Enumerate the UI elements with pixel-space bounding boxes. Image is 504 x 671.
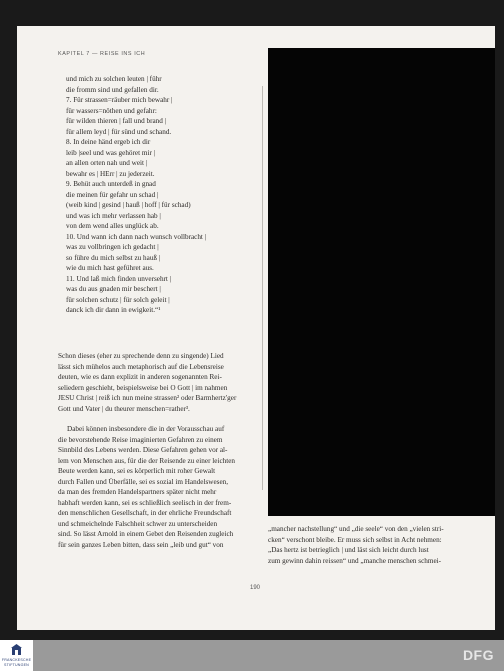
prose-paragraph-2 <box>58 424 262 550</box>
text-line: und schmeichelnde Falschheit schwer zu unterscheiden <box>58 519 218 528</box>
text-line: „Das hertz ist betrieglich | und läst sich leicht durch lust <box>268 546 429 554</box>
poem-line: für wilden thieren | fall und brand | <box>66 117 167 125</box>
text-line: habhaft werden kann, sei es schließlich seelisch in der frem- <box>58 498 232 507</box>
text-line: lem von Menschen aus, für die der Reisende zu einer leichten <box>58 456 236 465</box>
poem-line: was zu vollbringen ich gedacht | <box>66 243 159 251</box>
dfg-logo: DFG <box>462 647 494 663</box>
logo-text-line1: FRANCKESCHE <box>1 658 32 662</box>
poem-line: und mich zu solchen leuten | führ <box>66 75 162 83</box>
poem-line: von dem wend alles unglück ab. <box>66 222 159 230</box>
poem-line: 9. Behüt auch unterdeß in gnad <box>66 180 156 188</box>
text-line: deuten, wie es dann explizit in anderen sogenannten Rei- <box>58 373 222 381</box>
text-line: seliedern geschieht, beispielsweise bei O Gott | im nahmen <box>58 383 228 392</box>
poem-line: so führe du mich selbst zu hauß | <box>66 253 161 262</box>
poem-line: für wassers=nöthen und gefahr: <box>66 106 157 115</box>
text-line: JESU Christ | reiß ich nun meine strassen² oder Barmhertz'ger <box>58 394 237 402</box>
poem-line: und was ich mehr verlassen hab | <box>66 211 161 220</box>
text-line: „mancher nachstellung“ und „die seele“ von den „vielen stri- <box>268 525 444 533</box>
page-number: 190 <box>250 585 261 591</box>
poem-line: leib |seel und was gehöret mir | <box>66 148 156 157</box>
running-head: KAPITEL 7 — REISE INS ICH <box>58 51 146 57</box>
poem-line: die meinen für gefahr un schad | <box>66 190 159 199</box>
poem-line: an allen orten nah und weit | <box>66 159 148 167</box>
poem-line: für allem leyd | für sünd und schand. <box>66 127 172 136</box>
prose-paragraph-1 <box>58 351 262 414</box>
text-line: Gott und Vater | du theurer menschen=rather³. <box>58 404 190 413</box>
text-line: durch Fallen und Überfälle, sei es sozial im Handelswesen, <box>58 477 229 486</box>
poem-block <box>66 74 266 316</box>
text-line: Beute werden kann, sei es körperlich mit roher Gewalt <box>58 467 216 475</box>
poem-line: danck ich dir dann in ewigkeit.“¹ <box>66 306 161 314</box>
text-line: Schon dieses (eher zu sprechende denn zu singende) Lied <box>58 352 224 360</box>
text-line: die bevorstehende Reise imaginierten Gefahren zu einem <box>58 435 223 444</box>
text-line: Sinnbild des Lebens werden. Diese Gefahren gehen vor al- <box>58 446 228 454</box>
poem-line: bewahr es | HErr | zu jederzeit. <box>66 169 155 178</box>
text-line: cken“ verschont bleibe. Er muss sich selbst in Acht nehmen: <box>268 535 442 544</box>
text-line: lässt sich mühelos auch metaphorisch auf die Lebensreise <box>58 362 224 371</box>
text-line: den menschlichen Gesellschaft, in der ehrliche Freundschaft <box>58 509 232 517</box>
poem-line: wie du mich hast geführet aus. <box>66 264 154 272</box>
poem-line: die fromm sind und gefallen dir. <box>66 85 159 94</box>
text-line: Dabei können insbesondere die in der Vorausschau auf <box>67 425 225 433</box>
text-line: sind. So lässt Arnold in einem Gebet den Reisenden zugleich <box>58 530 234 538</box>
logo-text-line2: STIFTUNGEN <box>4 663 29 667</box>
redacted-image-area <box>268 48 495 516</box>
crest-icon <box>11 644 22 656</box>
right-column-text <box>268 524 494 566</box>
poem-line: (weib kind | gesind | hauß | hoff | für schad) <box>66 201 191 209</box>
text-line: da man des fremden Handelspartners später nicht mehr <box>58 488 217 496</box>
poem-line: 11. Und laß mich finden unversehrt | <box>66 274 172 283</box>
poem-line: was du aus gnaden mir beschert | <box>66 285 161 293</box>
franckesche-stiftungen-logo <box>0 640 33 671</box>
poem-line: für solchen schutz | für solch geleit | <box>66 295 170 304</box>
footer-bar <box>0 640 504 671</box>
poem-line: 10. Und wann ich dann nach wunsch vollbracht | <box>66 232 207 241</box>
text-line: für sein ganzes Leben bitten, dass sein „leib und gut“ von <box>58 540 224 549</box>
poem-line: 8. In deine händ ergeb ich dir <box>66 138 151 146</box>
text-line: zum gewinn dahin reissen“ und „manche menschen schmei- <box>268 556 442 565</box>
poem-line: 7. Für strassen=räuber mich bewahr | <box>66 96 173 104</box>
